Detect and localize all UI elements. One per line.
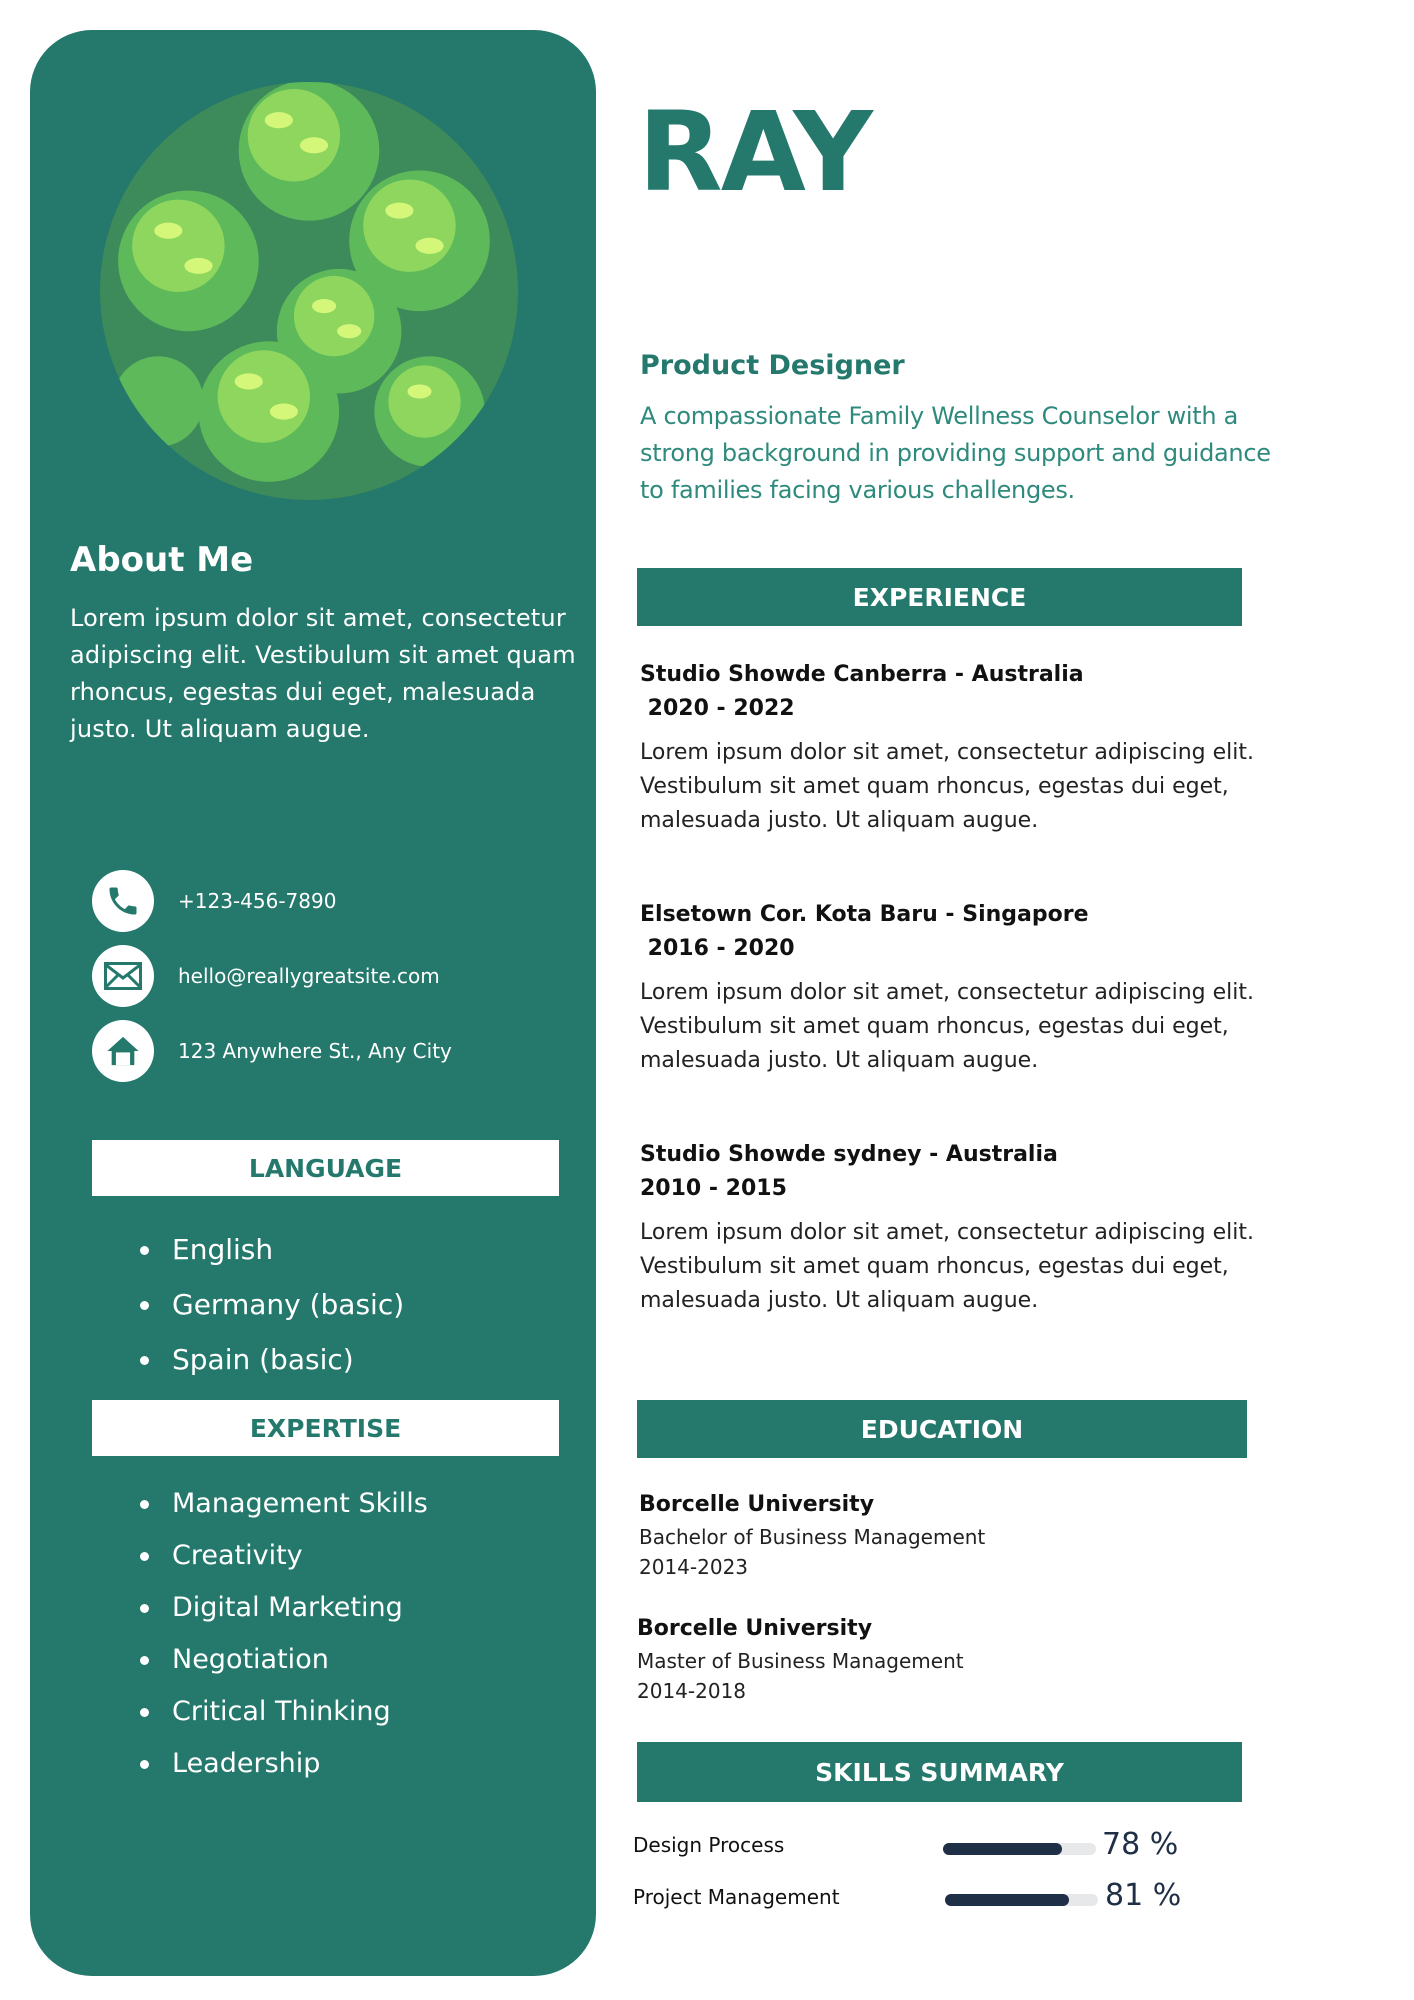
expertise-heading: EXPERTISE: [92, 1400, 559, 1456]
contact-phone[interactable]: [92, 870, 336, 932]
language-heading: LANGUAGE: [92, 1140, 559, 1196]
mail-icon: [92, 945, 154, 1007]
skill-label: Project Management: [633, 1885, 840, 1909]
education-years: 2014-2023: [639, 1555, 749, 1579]
phone-text: +123-456-7890: [178, 889, 337, 913]
list-item: English: [140, 1222, 404, 1277]
job-description: Lorem ipsum dolor sit amet, consectetur adipiscing elit. Vestibulum sit amet quam rhoncus, egestas dui eget, malesuada justo. Ut aliquam augue.: [640, 1220, 1254, 1313]
job-role: Product Designer: [640, 350, 905, 381]
skill-label: Design Process: [633, 1833, 785, 1857]
skill-progress-fill: [945, 1894, 1069, 1906]
expertise-list: [140, 1478, 428, 1790]
list-item: Creativity: [140, 1530, 428, 1582]
job-years: 2016 - 2020: [640, 936, 795, 961]
education-years: 2014-2018: [637, 1679, 747, 1703]
degree-name: Bachelor of Business Management: [639, 1525, 986, 1549]
company-name: Studio Showde sydney - Australia: [640, 1142, 1058, 1167]
skill-progress-track: [945, 1894, 1098, 1906]
experience-item: [640, 658, 1280, 838]
skill-percent: 78 %: [1102, 1827, 1179, 1862]
job-years: 2010 - 2015: [640, 1176, 787, 1201]
job-years: 2020 - 2022: [640, 696, 795, 721]
phone-icon: [92, 870, 154, 932]
about-text: Lorem ipsum dolor sit amet, consectetur adipiscing elit. Vestibulum sit amet quam rhoncus, egestas dui eget, malesuada justo. Ut aliquam augue.: [70, 604, 576, 743]
about-title: About Me: [70, 540, 254, 580]
profile-photo: [98, 80, 520, 502]
experience-heading: EXPERIENCE: [637, 568, 1242, 626]
list-item: Spain (basic): [140, 1332, 404, 1387]
list-item: Digital Marketing: [140, 1582, 428, 1634]
job-description: Lorem ipsum dolor sit amet, consectetur adipiscing elit. Vestibulum sit amet quam rhoncus, egestas dui eget, malesuada justo. Ut aliquam augue.: [640, 980, 1254, 1073]
skill-percent: 81 %: [1105, 1878, 1182, 1913]
sidebar: [30, 30, 596, 1976]
list-item: Management Skills: [140, 1478, 428, 1530]
experience-item: [640, 898, 1280, 1078]
job-description: Lorem ipsum dolor sit amet, consectetur adipiscing elit. Vestibulum sit amet quam rhoncus, egestas dui eget, malesuada justo. Ut aliquam augue.: [640, 740, 1254, 833]
education-item: [637, 1612, 964, 1706]
skill-progress-fill: [943, 1843, 1062, 1855]
language-list: [140, 1222, 404, 1387]
profile-summary: A compassionate Family Wellness Counselor with a strong background in providing support and guidance to families facing various challenges.: [640, 402, 1271, 504]
contact-email[interactable]: [92, 945, 440, 1007]
contact-address[interactable]: [92, 1020, 452, 1082]
company-name: Studio Showde Canberra - Australia: [640, 662, 1084, 687]
education-heading: EDUCATION: [637, 1400, 1247, 1458]
address-text: 123 Anywhere St., Any City: [178, 1039, 452, 1063]
list-item: Negotiation: [140, 1634, 428, 1686]
school-name: Borcelle University: [639, 1492, 875, 1517]
experience-item: [640, 1138, 1280, 1318]
company-name: Elsetown Cor. Kota Baru - Singapore: [640, 902, 1089, 927]
name-title: RAY: [638, 88, 871, 216]
skills-heading: SKILLS SUMMARY: [637, 1742, 1242, 1802]
home-icon: [92, 1020, 154, 1082]
skill-progress-track: [943, 1843, 1096, 1855]
degree-name: Master of Business Management: [637, 1649, 964, 1673]
list-item: Germany (basic): [140, 1277, 404, 1332]
list-item: Critical Thinking: [140, 1686, 428, 1738]
education-item: [639, 1488, 985, 1582]
list-item: Leadership: [140, 1738, 428, 1790]
email-text: hello@reallygreatsite.com: [178, 964, 440, 988]
school-name: Borcelle University: [637, 1616, 873, 1641]
